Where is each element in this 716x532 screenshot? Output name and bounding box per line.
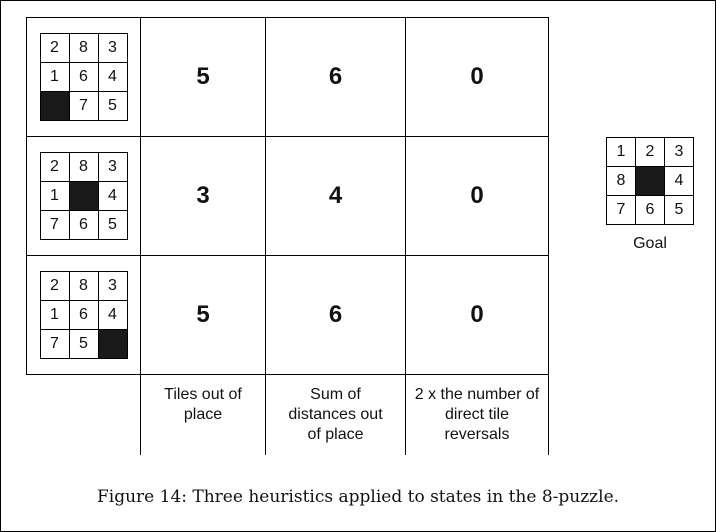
puzzle-tile: 7 <box>41 330 70 359</box>
heuristic-value-cell <box>266 137 406 256</box>
puzzle-tile: 1 <box>41 63 70 92</box>
state-cell <box>26 137 141 256</box>
heuristic-value-cell <box>141 18 266 137</box>
heuristic-value-cell <box>141 137 266 256</box>
heuristic-value-cell <box>266 256 406 375</box>
puzzle-tile: 7 <box>41 211 70 240</box>
puzzle-tile: 5 <box>99 211 128 240</box>
heuristic-header: Tiles out of place <box>164 386 242 423</box>
puzzle-tile: 1 <box>41 182 70 211</box>
puzzle-tile: 5 <box>665 196 694 225</box>
puzzle-tile: 3 <box>99 153 128 182</box>
heuristic-value-cell <box>406 256 549 375</box>
figure-caption: Figure 14: Three heuristics applied to states in the 8-puzzle. <box>96 487 620 507</box>
heuristic-header: Sum of distances out of place <box>288 386 383 443</box>
puzzle-tile: 2 <box>636 138 665 167</box>
goal-state <box>606 137 694 253</box>
blank-tile <box>99 330 128 359</box>
puzzle-tile: 4 <box>99 63 128 92</box>
puzzle-tile: 8 <box>70 153 99 182</box>
heuristic-value: 0 <box>470 63 484 90</box>
puzzle-tile: 1 <box>41 301 70 330</box>
heuristic-table <box>26 17 549 455</box>
heuristic-value: 0 <box>470 182 484 209</box>
state-puzzle <box>40 152 128 240</box>
heuristic-value: 0 <box>470 301 484 328</box>
puzzle-tile: 8 <box>70 272 99 301</box>
puzzle-tile: 2 <box>41 272 70 301</box>
heuristic-value: 5 <box>196 63 210 90</box>
state-cell <box>26 256 141 375</box>
heuristic-value: 4 <box>328 182 343 209</box>
puzzle-tile: 8 <box>607 167 636 196</box>
state-puzzle <box>40 33 128 121</box>
heuristic-header-cell <box>266 375 406 455</box>
heuristic-value-cell <box>406 137 549 256</box>
heuristic-value: 5 <box>196 301 210 328</box>
puzzle-tile: 2 <box>41 153 70 182</box>
puzzle-tile: 3 <box>665 138 694 167</box>
puzzle-tile: 6 <box>636 196 665 225</box>
heuristic-value: 6 <box>328 63 343 90</box>
heuristic-header-cell <box>406 375 549 455</box>
empty-footer-cell <box>26 375 141 455</box>
heuristic-value-cell <box>266 18 406 137</box>
blank-tile <box>70 182 99 211</box>
puzzle-tile: 8 <box>70 34 99 63</box>
puzzle-tile: 4 <box>99 301 128 330</box>
puzzle-tile: 5 <box>70 330 99 359</box>
heuristic-value: 3 <box>196 182 210 209</box>
state-puzzle <box>40 271 128 359</box>
puzzle-tile: 4 <box>99 182 128 211</box>
puzzle-tile: 6 <box>70 211 99 240</box>
puzzle-tile: 7 <box>607 196 636 225</box>
goal-label: Goal <box>633 235 667 252</box>
puzzle-tile: 3 <box>99 34 128 63</box>
puzzle-tile: 2 <box>41 34 70 63</box>
blank-tile <box>41 92 70 121</box>
puzzle-tile: 5 <box>99 92 128 121</box>
puzzle-tile: 4 <box>665 167 694 196</box>
heuristic-header-cell <box>141 375 266 455</box>
heuristic-header: 2 x the number of direct tile reversals <box>414 386 540 443</box>
blank-tile <box>636 167 665 196</box>
puzzle-tile: 6 <box>70 301 99 330</box>
puzzle-tile: 3 <box>99 272 128 301</box>
goal-puzzle <box>606 137 694 225</box>
heuristic-value: 6 <box>328 301 343 328</box>
heuristic-value-cell <box>141 256 266 375</box>
puzzle-tile: 1 <box>607 138 636 167</box>
heuristic-value-cell <box>406 18 549 137</box>
puzzle-tile: 7 <box>70 92 99 121</box>
state-cell <box>26 18 141 137</box>
puzzle-tile: 6 <box>70 63 99 92</box>
